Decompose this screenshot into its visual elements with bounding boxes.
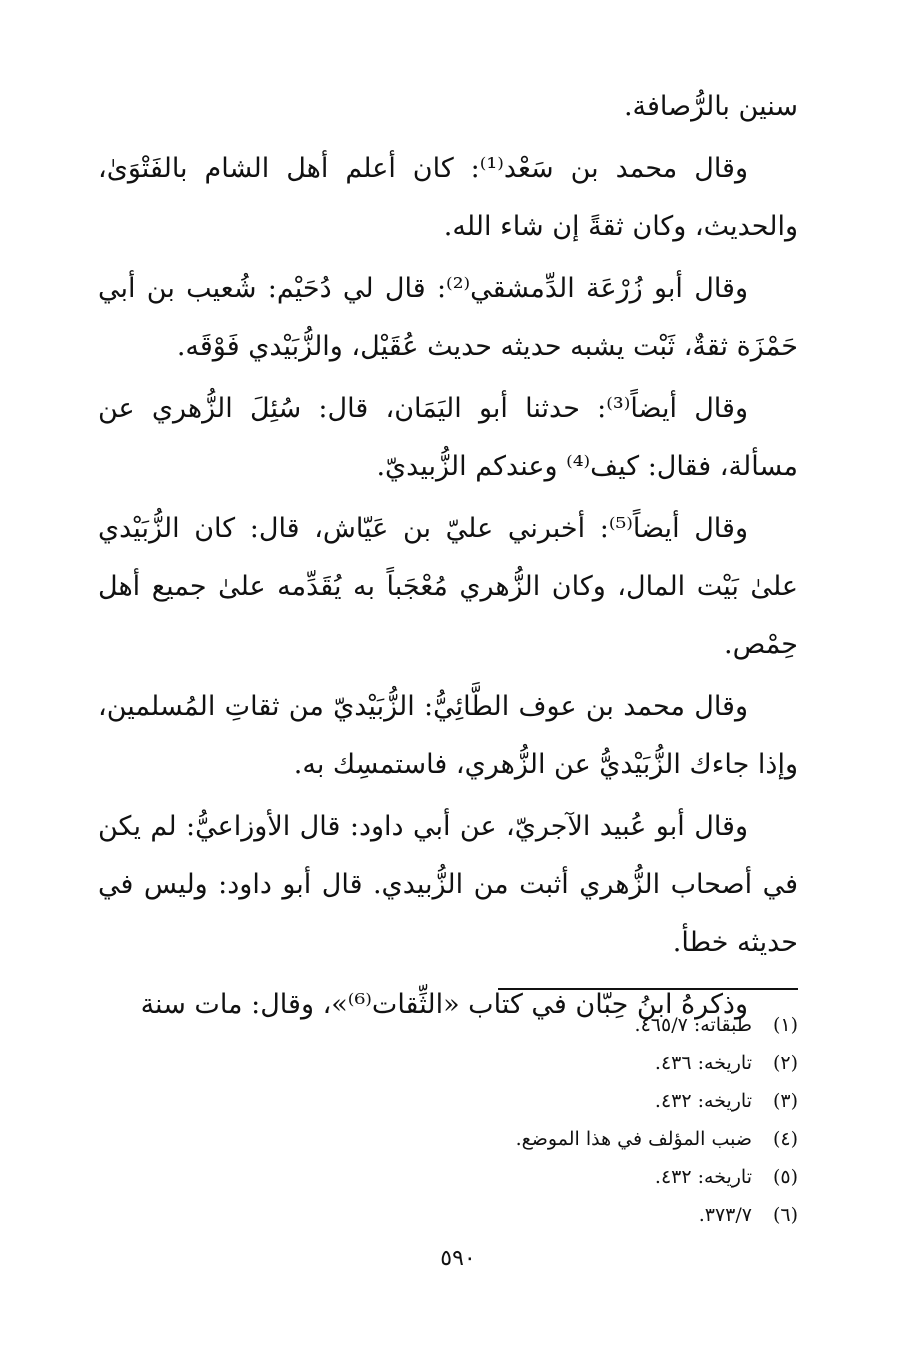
footnote-text: تاريخه: ٤٣٦. — [654, 1052, 752, 1074]
paragraph: وقال أبو عُبيد الآجريّ، عن أبي داود: قال الأوزاعيُّ: لم يكن في أصحاب الزُّهري أثبت من الزُّبيدي. قال أبو داود: وليس في حديثه خطأ. — [98, 811, 798, 958]
main-text — [98, 78, 798, 1038]
paragraph: وقال أبو زُرْعَة الدِّمشقي⁽²⁾: قال لي دُحَيْم: شُعيب بن أبي حَمْزَة ثقةٌ، ثَبْت يشبه حديثه حديث عُقَيْل، والزُّبَيْدي فَوْقَه. — [98, 273, 798, 362]
paragraph: وقال أيضاً⁽⁵⁾: أخبرني عليّ بن عَيّاش، قال: كان الزُّبَيْدي علىٰ بَيْت المال، وكان الزُّهري مُعْجَباً به يُقَدِّمه علىٰ جميع أهل حِمْص. — [98, 513, 798, 660]
paragraph: وقال محمد بن عوف الطَّائِيُّ: الزُّبَيْديّ من ثقاتِ المُسلمين، وإذا جاءك الزُّبَيْديُّ عن الزُّهري، فاستمسِك به. — [98, 691, 798, 780]
footnote-number: (٦) — [772, 1204, 798, 1226]
paragraph: سنين بالرُّصافة. — [623, 91, 798, 122]
footnote — [98, 1006, 798, 1044]
footnote-number: (٣) — [772, 1090, 798, 1112]
footnote-number: (٥) — [772, 1166, 798, 1188]
page-number: ٥٩٠ — [440, 1246, 476, 1271]
paragraph: وذكرهُ ابنُ حِبّان في كتاب «الثِّقات⁽⁶⁾»، وقال: مات سنة — [140, 989, 748, 1020]
footnote-divider — [498, 988, 798, 990]
footnote-number: (١) — [772, 1014, 798, 1036]
footnote-number: (٢) — [772, 1052, 798, 1074]
footnote-text: تاريخه: ٤٣٢. — [654, 1090, 752, 1112]
paragraph: وقال محمد بن سَعْد⁽¹⁾: كان أعلم أهل الشام بالفَتْوَىٰ، والحديث، وكان ثقةً إن شاء الله. — [98, 153, 798, 242]
footnote — [98, 1196, 798, 1234]
footnotes — [98, 1006, 798, 1234]
footnote — [98, 1120, 798, 1158]
footnote — [98, 1082, 798, 1120]
footnote — [98, 1044, 798, 1082]
footnote-text: ٣٧٣/٧. — [698, 1204, 752, 1226]
footnote — [98, 1158, 798, 1196]
paragraph: وقال أيضاً⁽³⁾: حدثنا أبو اليَمَان، قال: سُئِلَ الزُّهري عن مسألة، فقال: كيف⁽⁴⁾ وعندكم الزُّبيديّ. — [98, 393, 798, 482]
footnote-text: طبقاته: ٤٦٥/٧. — [634, 1014, 752, 1036]
footnote-text: تاريخه: ٤٣٢. — [654, 1166, 752, 1188]
footnote-number: (٤) — [772, 1128, 798, 1150]
footnote-text: ضبب المؤلف في هذا الموضع. — [515, 1128, 752, 1150]
